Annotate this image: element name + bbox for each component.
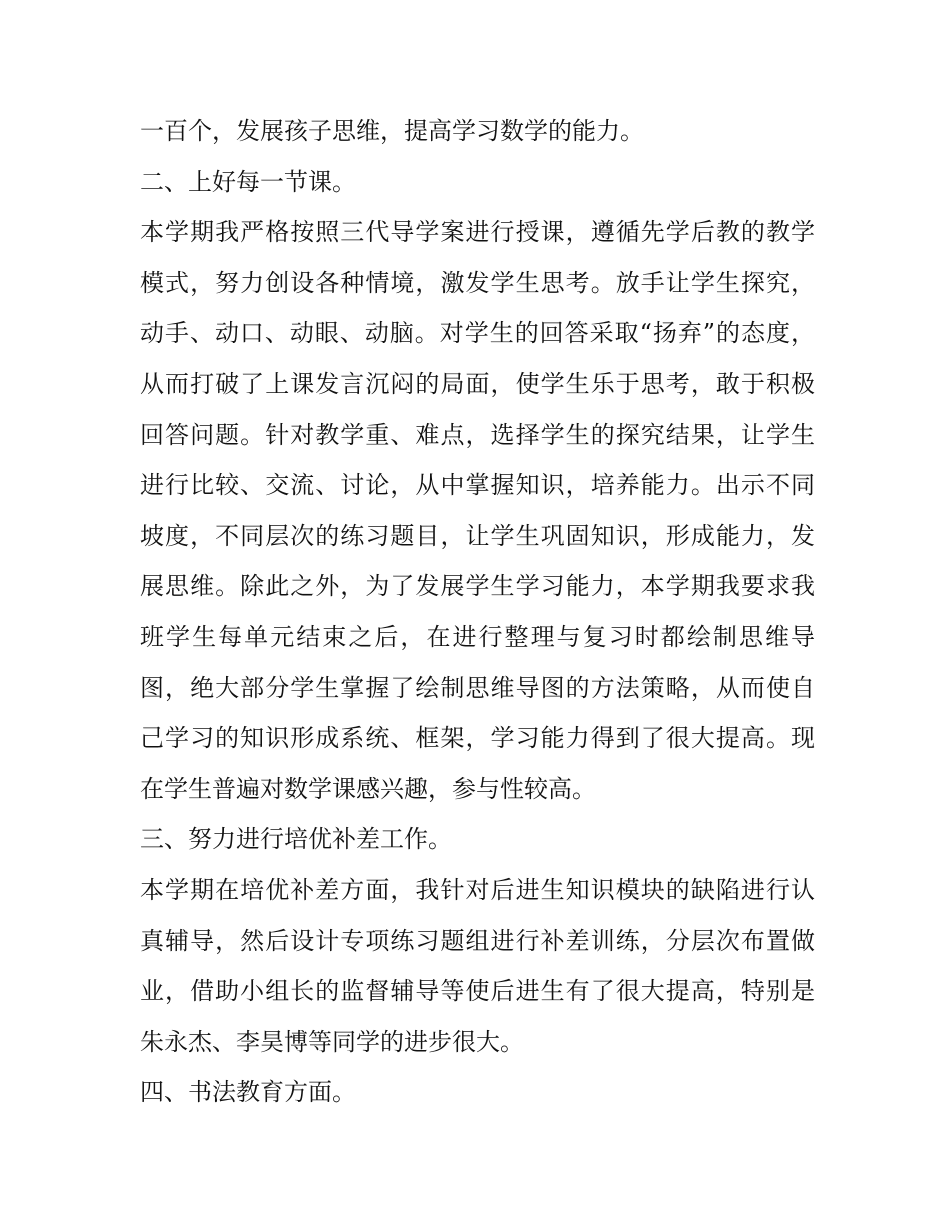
text-line-14: 在学生普遍对数学课感兴趣，参与性较高。 — [140, 774, 596, 803]
text-line-1: 一百个，发展孩子思维，提高学习数学的能力。 — [140, 117, 644, 145]
text-line-9: 坡度，不同层次的练习题目，让学生巩固知识，形成能力，发 — [140, 521, 815, 550]
section-heading-4: 四、书法教育方面。 — [140, 1078, 356, 1107]
text-line-3: 本学期我严格按照三代导学案进行授课，遵循先学后教的教学 — [140, 218, 815, 247]
text-line-10: 展思维。除此之外，为了发展学生学习能力，本学期我要求我 — [140, 572, 815, 601]
text-line-13: 己学习的知识形成系统、框架，学习能力得到了很大提高。现 — [140, 724, 815, 753]
text-line-17: 真辅导，然后设计专项练习题组进行补差训练，分层次布置做 — [140, 926, 815, 955]
text-line-5: 动手、动口、动眼、动脑。对学生的回答采取“扬弃”的态度， — [140, 319, 815, 348]
text-line-6: 从而打破了上课发言沉闷的局面，使学生乐于思考，敢于积极 — [140, 369, 815, 398]
text-line-16: 本学期在培优补差方面，我针对后进生知识模块的缺陷进行认 — [140, 875, 815, 904]
document-body — [140, 106, 815, 1118]
text-line-19: 朱永杰、李昊博等同学的进步很大。 — [140, 1027, 524, 1056]
text-line-11: 班学生每单元结束之后，在进行整理与复习时都绘制思维导 — [140, 622, 815, 651]
section-heading-3: 三、努力进行培优补差工作。 — [140, 825, 452, 854]
text-line-12: 图，绝大部分学生掌握了绘制思维导图的方法策略，从而使自 — [140, 673, 815, 702]
text-line-7: 回答问题。针对教学重、难点，选择学生的探究结果，让学生 — [140, 420, 815, 449]
text-line-18: 业，借助小组长的监督辅导等使后进生有了很大提高，特别是 — [140, 977, 815, 1006]
section-heading-2: 二、上好每一节课。 — [140, 167, 356, 196]
text-line-4: 模式，努力创设各种情境，激发学生思考。放手让学生探究， — [140, 268, 815, 297]
text-line-8: 进行比较、交流、讨论，从中掌握知识，培养能力。出示不同 — [140, 471, 815, 500]
